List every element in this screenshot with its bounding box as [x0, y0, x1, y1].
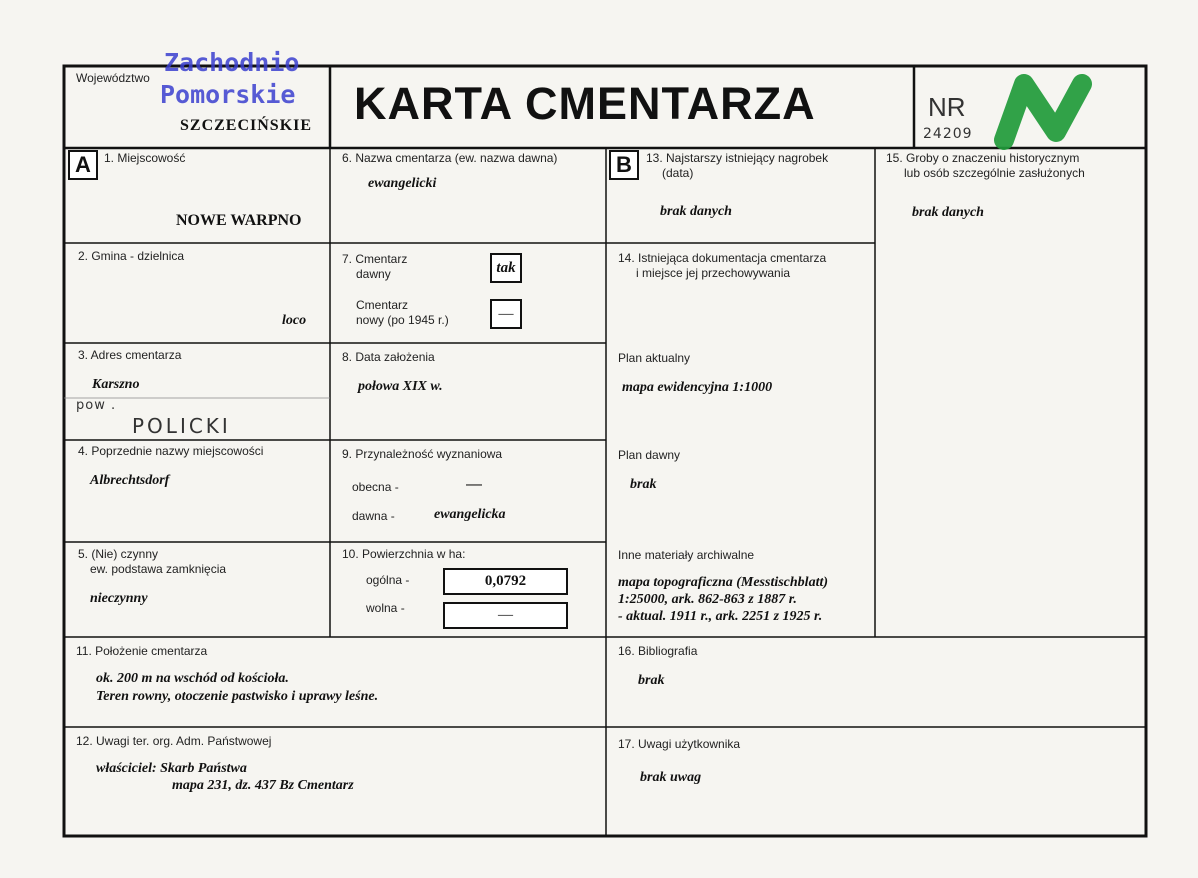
field-2-value: loco — [282, 313, 307, 328]
field-5-label-2: ew. podstawa zamknięcia — [90, 562, 227, 576]
page-title: KARTA CMENTARZA — [354, 78, 816, 129]
field-6-value: ewangelicki — [368, 176, 437, 191]
field-7-label-a2: dawny — [356, 267, 391, 281]
field-10-wolna-box: — — [443, 602, 568, 629]
field-14-plan-dawny-value: brak — [630, 477, 657, 492]
field-14-inne-label: Inne materiały archiwalne — [618, 548, 755, 562]
field-14-inne-line-3: - aktual. 1911 r., ark. 2251 z 1925 r. — [618, 609, 823, 624]
nr-value: 24209 — [923, 126, 973, 142]
field-7-label-a1: 7. Cmentarz — [342, 252, 408, 266]
field-10-wolna-label: wolna - — [366, 601, 405, 615]
field-7-dawny-box: tak — [490, 253, 522, 283]
field-14-inne-line-1: mapa topograficzna (Messtischblatt) — [618, 575, 829, 590]
field-6-label: 6. Nazwa cmentarza (ew. nazwa dawna) — [342, 151, 558, 165]
green-marker-letter — [990, 74, 1102, 152]
field-9-label: 9. Przynależność wyznaniowa — [342, 447, 503, 461]
field-13-label-2: (data) — [662, 166, 694, 180]
field-14-label-2: i miejsce jej przechowywania — [636, 266, 791, 280]
field-17-value: brak uwag — [640, 770, 702, 785]
field-16-value: brak — [638, 673, 665, 688]
field-8-label: 8. Data założenia — [342, 350, 435, 364]
field-14-label-1: 14. Istniejąca dokumentacja cmentarza — [618, 251, 827, 265]
field-11-line-2: Teren rowny, otoczenie pastwisko i uprawy leśne. — [96, 689, 379, 704]
field-10-ogolna-box: 0,0792 — [443, 568, 568, 595]
field-3-handwritten-pow: pow . — [76, 398, 117, 413]
field-14-inne-line-2: 1:25000, ark. 862-863 z 1887 r. — [618, 592, 797, 607]
field-9-dawna-value: ewangelicka — [434, 507, 506, 522]
wojewodztwo-label: Województwo — [76, 71, 150, 85]
field-15-label-2: lub osób szczególnie zasłużonych — [904, 166, 1085, 180]
field-7-label-b2: nowy (po 1945 r.) — [356, 313, 449, 327]
field-12-line-2: mapa 231, dz. 437 Bz Cmentarz — [172, 778, 354, 793]
field-13-value: brak danych — [660, 204, 732, 219]
field-16-label: 16. Bibliografia — [618, 644, 698, 658]
field-8-value: połowa XIX w. — [358, 379, 443, 394]
field-7-label-b1: Cmentarz — [356, 298, 409, 312]
stamp-pomorskie: Pomorskie — [160, 80, 296, 109]
field-4-label: 4. Poprzednie nazwy miejscowości — [78, 444, 264, 458]
section-a-letter: A — [68, 150, 98, 180]
field-3-handwritten-policki: POLICKI — [132, 414, 231, 438]
field-9-obecna-value: — — [466, 476, 482, 493]
field-15-label-1: 15. Groby o znaczeniu historycznym — [886, 151, 1080, 165]
field-14-plan-aktualny-value: mapa ewidencyjna 1:1000 — [622, 380, 773, 395]
field-12-line-1: właściciel: Skarb Państwa — [96, 761, 247, 776]
field-9-obecna-label: obecna - — [352, 480, 399, 494]
field-17-label: 17. Uwagi użytkownika — [618, 737, 741, 751]
nr-label: NR — [928, 92, 966, 122]
field-7-nowy-box: — — [490, 299, 522, 329]
field-1-value: NOWE WARPNO — [176, 212, 302, 229]
field-10-ogolna-label: ogólna - — [366, 573, 410, 587]
field-4-value: Albrechtsdorf — [90, 473, 170, 488]
field-11-line-1: ok. 200 m na wschód od kościoła. — [96, 671, 289, 686]
field-13-label-1: 13. Najstarszy istniejący nagrobek — [646, 151, 829, 165]
field-15-value: brak danych — [912, 205, 984, 220]
field-5-label-1: 5. (Nie) czynny — [78, 547, 159, 561]
field-2-label: 2. Gmina - dzielnica — [78, 249, 185, 263]
stamp-zachodnio: Zachodnio — [164, 48, 300, 77]
field-12-label: 12. Uwagi ter. org. Adm. Państwowej — [76, 734, 272, 748]
field-11-label: 11. Położenie cmentarza — [76, 644, 208, 658]
field-14-plan-aktualny-label: Plan aktualny — [618, 351, 691, 365]
field-5-value: nieczynny — [90, 591, 148, 606]
field-14-plan-dawny-label: Plan dawny — [618, 448, 681, 462]
field-1-label: 1. Miejscowość — [104, 151, 186, 165]
field-3-value: Karszno — [92, 377, 140, 392]
field-9-dawna-label: dawna - — [352, 509, 395, 523]
field-3-label: 3. Adres cmentarza — [78, 348, 182, 362]
field-10-label: 10. Powierzchnia w ha: — [342, 547, 466, 561]
wojewodztwo-value: SZCZECIŃSKIE — [180, 117, 313, 134]
section-b-letter: B — [609, 150, 639, 180]
